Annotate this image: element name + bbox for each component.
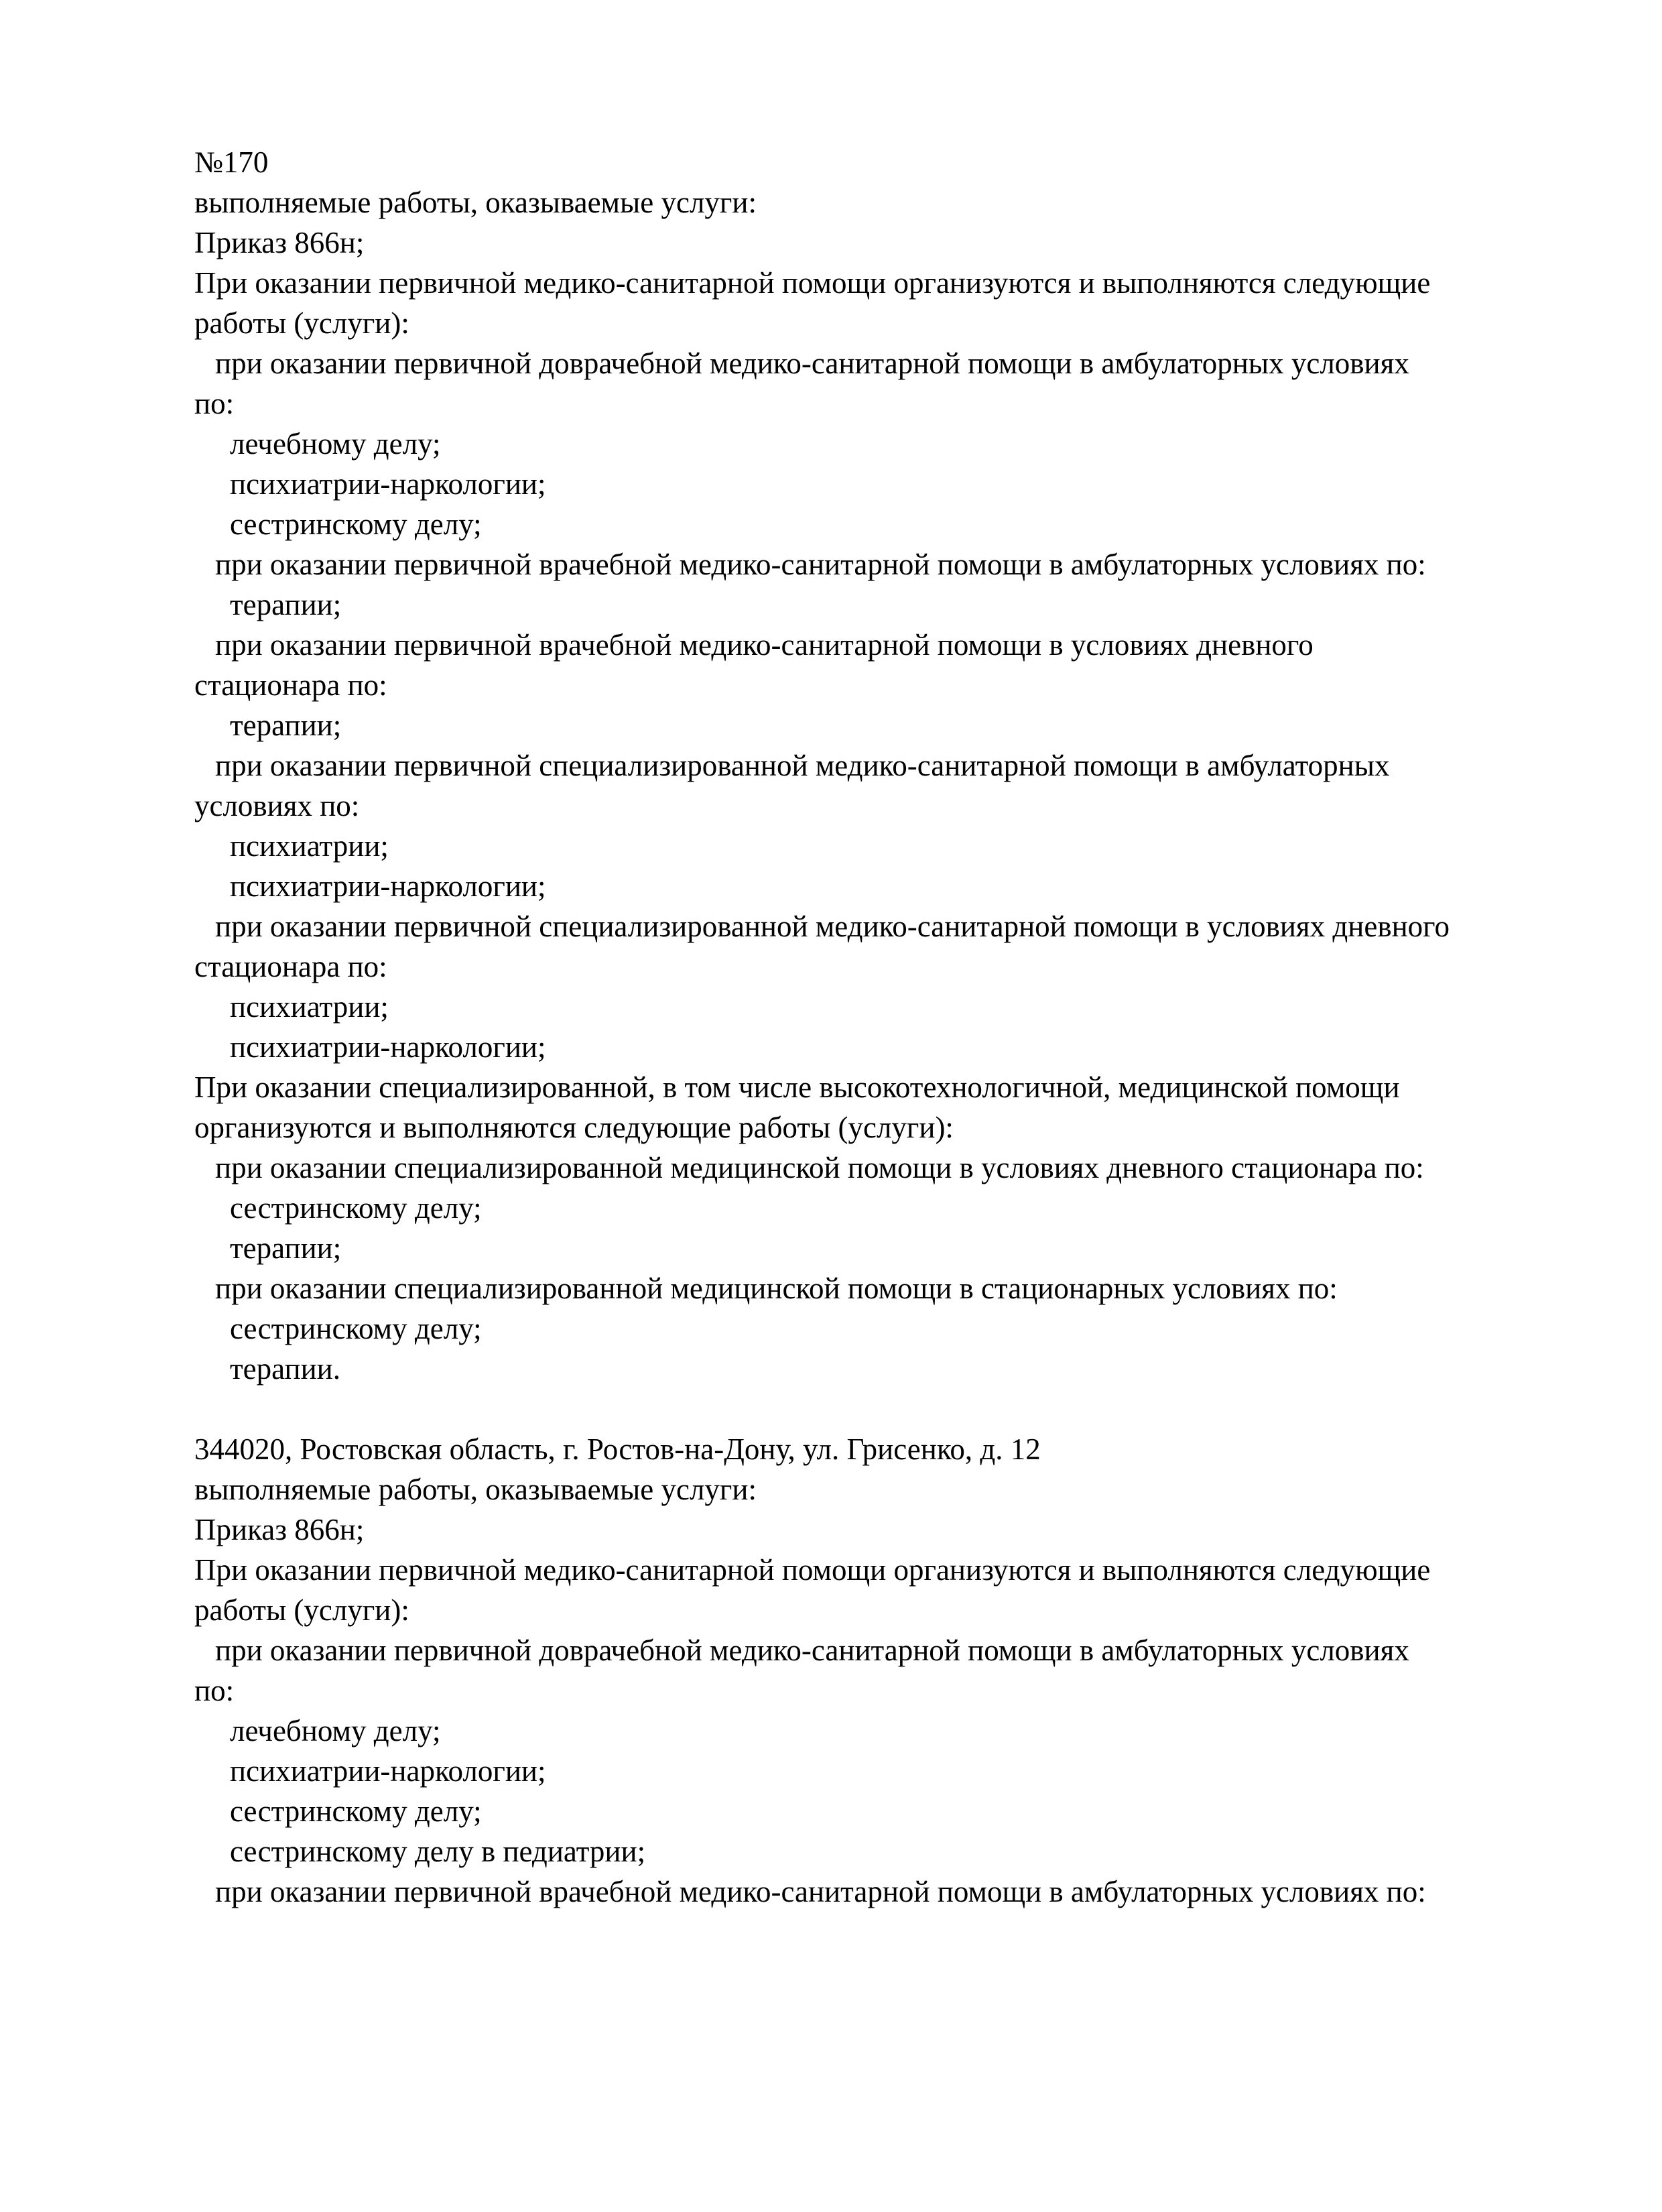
document-line: психиатрии-наркологии; <box>230 467 546 501</box>
document-line: стационара по: <box>194 950 387 983</box>
document-line: сестринскому делу; <box>230 1312 482 1345</box>
document-line: терапии. <box>230 1352 341 1386</box>
document-line: Приказ 866н; <box>194 1513 365 1546</box>
document-line: сестринскому делу; <box>230 1191 482 1225</box>
document-line: При оказании специализированной, в том числе высокотехнологичной, медицинской помощи <box>194 1070 1400 1104</box>
document-line: №170 <box>194 145 269 179</box>
document-line: сестринскому делу; <box>230 507 482 541</box>
document-line: при оказании первичной специализированной медико-санитарной помощи в амбулаторных <box>215 749 1390 782</box>
document-line: по: <box>194 387 235 420</box>
document-line: выполняемые работы, оказываемые услуги: <box>194 186 757 219</box>
document-line: стационара по: <box>194 668 387 702</box>
document-line: работы (услуги): <box>194 306 409 340</box>
document-line: психиатрии-наркологии; <box>230 1754 546 1788</box>
document-line: при оказании первичной специализированной медико-санитарной помощи в условиях дневного <box>215 910 1450 943</box>
document-line: терапии; <box>230 709 342 742</box>
document-line: при оказании первичной врачебной медико-санитарной помощи в условиях дневного <box>215 628 1314 662</box>
document-line: психиатрии-наркологии; <box>230 1030 546 1064</box>
license-document <box>194 142 1541 1912</box>
document-line: при оказании первичной врачебной медико-санитарной помощи в амбулаторных условиях по: <box>215 1875 1426 1908</box>
document-line: психиатрии; <box>230 829 389 863</box>
document-line: Приказ 866н; <box>194 226 365 259</box>
document-line: при оказании первичной доврачебной медико-санитарной помощи в амбулаторных условиях <box>215 347 1409 380</box>
document-line: выполняемые работы, оказываемые услуги: <box>194 1473 757 1506</box>
document-line: сестринскому делу в педиатрии; <box>230 1835 646 1868</box>
document-line: 344020, Ростовская область, г. Ростов-на-Дону, ул. Грисенко, д. 12 <box>194 1432 1041 1466</box>
document-line: условиях по: <box>194 789 360 822</box>
document-block-1 <box>194 142 1541 1389</box>
document-line: по: <box>194 1674 235 1707</box>
document-line: терапии; <box>230 588 342 621</box>
document-line: при оказании специализированной медицинской помощи в условиях дневного стационара по: <box>215 1151 1424 1184</box>
document-line: при оказании первичной врачебной медико-санитарной помощи в амбулаторных условиях по: <box>215 548 1426 581</box>
document-line: сестринскому делу; <box>230 1794 482 1828</box>
document-line: работы (услуги): <box>194 1593 409 1627</box>
document-line: психиатрии-наркологии; <box>230 869 546 903</box>
document-line: лечебному делу; <box>230 427 441 460</box>
document-block-2 <box>194 1429 1541 1912</box>
document-line: лечебному делу; <box>230 1714 441 1747</box>
document-line: терапии; <box>230 1231 342 1265</box>
document-line: при оказании специализированной медицинской помощи в стационарных условиях по: <box>215 1272 1338 1305</box>
document-line: При оказании первичной медико-санитарной помощи организуются и выполняются следующие <box>194 1553 1431 1587</box>
document-line: При оказании первичной медико-санитарной помощи организуются и выполняются следующие <box>194 266 1431 300</box>
document-line: организуются и выполняются следующие работы (услуги): <box>194 1111 954 1144</box>
document-line: при оказании первичной доврачебной медико-санитарной помощи в амбулаторных условиях <box>215 1634 1409 1667</box>
document-line: психиатрии; <box>230 990 389 1024</box>
